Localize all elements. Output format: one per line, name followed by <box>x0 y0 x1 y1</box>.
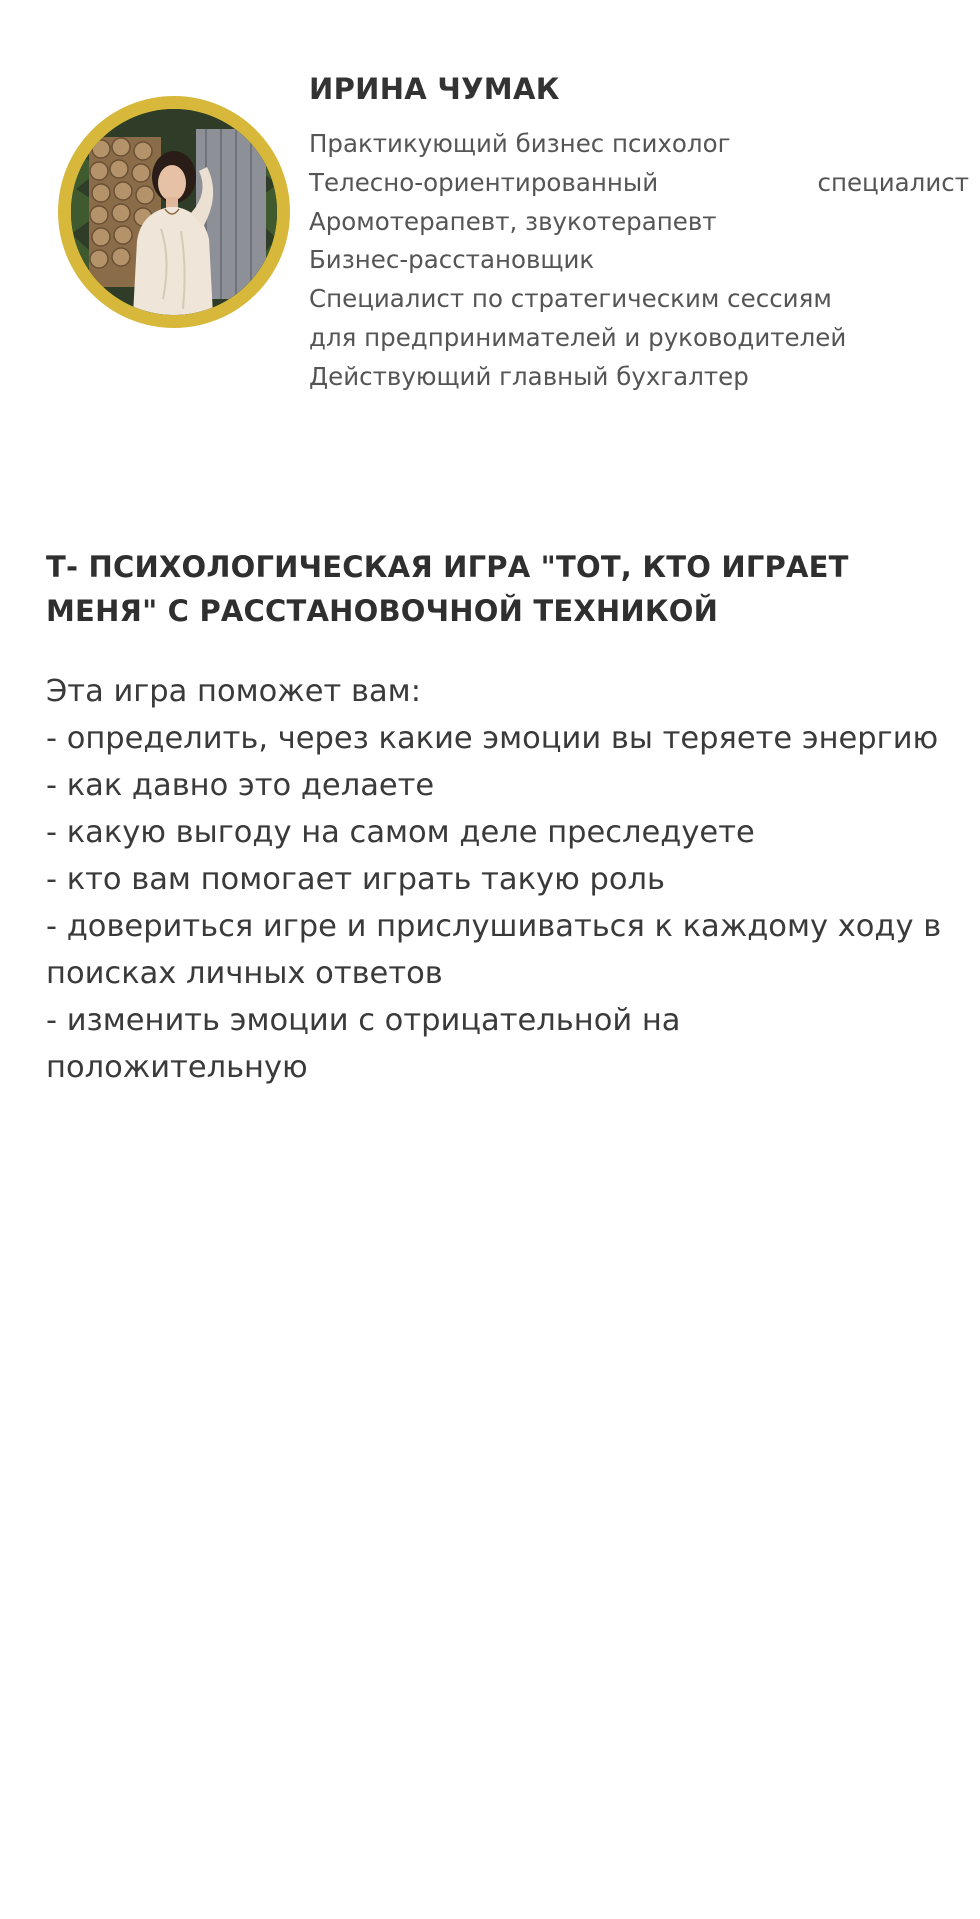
credential-item: Практикующий бизнес психолог <box>309 129 731 158</box>
author-name: ИРИНА ЧУМАК <box>309 72 560 106</box>
benefit-item: - кто вам помогает играть такую роль <box>46 862 665 897</box>
credential-item: Действующий главный бухгалтер <box>309 361 749 391</box>
portrait-photo-icon <box>71 109 277 315</box>
credential-item <box>309 164 969 203</box>
credential-item: для предпринимателей и руководителей <box>309 322 847 352</box>
game-benefits-list <box>46 668 946 1091</box>
benefit-item: - как давно это делаете <box>46 768 435 803</box>
credentials-list <box>309 125 969 397</box>
benefit-item: - определить, через какие эмоции вы теряете энергию <box>46 721 939 756</box>
author-section <box>58 72 969 412</box>
avatar <box>58 96 290 328</box>
credential-item: Аромотерапевт, звукотерапевт <box>309 206 717 236</box>
credential-item: Бизнес-расстановщик <box>309 245 595 275</box>
benefit-item: - какую выгоду на самом деле преследуете <box>46 815 755 850</box>
benefit-item: - изменить эмоции с отрицательной на положительную <box>46 1003 681 1085</box>
benefit-item: - довериться игре и прислушиваться к каждому ходу в поисках личных ответов <box>46 909 942 991</box>
credential-part: специалист <box>817 167 969 197</box>
credential-part: Телесно-ориентированный <box>309 167 659 197</box>
credential-item: Специалист по стратегическим сессиям <box>309 284 832 314</box>
game-title: Т- ПСИХОЛОГИЧЕСКАЯ ИГРА "ТОТ, КТО ИГРАЕТ МЕНЯ" С РАССТАНОВОЧНОЙ ТЕХНИКОЙ <box>46 550 849 628</box>
benefits-intro: Эта игра поможет вам: <box>46 674 421 709</box>
